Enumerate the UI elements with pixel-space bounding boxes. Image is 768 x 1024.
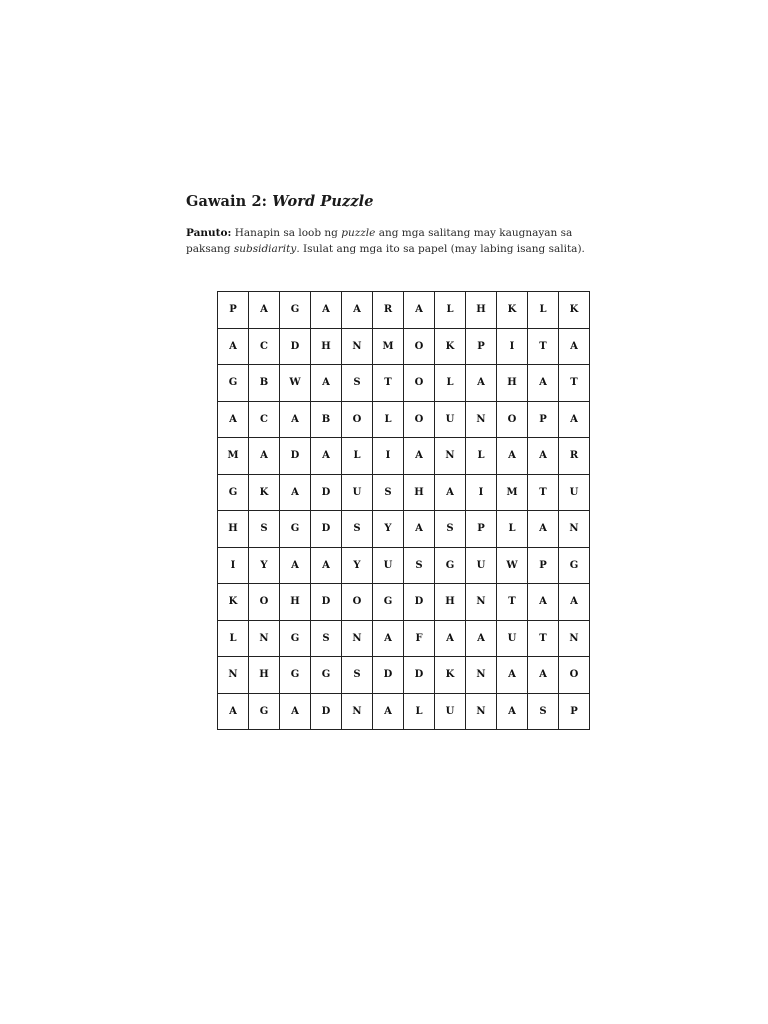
puzzle-cell: H	[249, 657, 280, 694]
puzzle-row	[218, 474, 590, 511]
puzzle-cell: U	[373, 547, 404, 584]
puzzle-cell: P	[528, 547, 559, 584]
puzzle-cell: A	[373, 620, 404, 657]
puzzle-cell: N	[466, 657, 497, 694]
puzzle-cell: A	[404, 511, 435, 548]
puzzle-cell: P	[466, 511, 497, 548]
puzzle-cell: S	[528, 693, 559, 730]
puzzle-cell: Y	[249, 547, 280, 584]
puzzle-cell: H	[497, 365, 528, 402]
puzzle-cell: U	[466, 547, 497, 584]
puzzle-cell: O	[404, 328, 435, 365]
puzzle-cell: G	[249, 693, 280, 730]
puzzle-cell: U	[435, 401, 466, 438]
puzzle-cell: A	[528, 438, 559, 475]
puzzle-cell: A	[311, 438, 342, 475]
puzzle-cell: R	[559, 438, 590, 475]
puzzle-cell: I	[466, 474, 497, 511]
puzzle-cell: H	[311, 328, 342, 365]
puzzle-cell: A	[249, 438, 280, 475]
puzzle-cell: P	[528, 401, 559, 438]
puzzle-cell: L	[435, 365, 466, 402]
puzzle-cell: P	[466, 328, 497, 365]
puzzle-cell: O	[342, 401, 373, 438]
puzzle-cell: H	[218, 511, 249, 548]
puzzle-row	[218, 438, 590, 475]
puzzle-cell: C	[249, 401, 280, 438]
puzzle-cell: N	[249, 620, 280, 657]
puzzle-cell: N	[559, 620, 590, 657]
puzzle-cell: N	[342, 693, 373, 730]
puzzle-cell: F	[404, 620, 435, 657]
puzzle-row	[218, 584, 590, 621]
puzzle-cell: Y	[342, 547, 373, 584]
puzzle-cell: S	[435, 511, 466, 548]
puzzle-cell: D	[311, 584, 342, 621]
puzzle-cell: L	[342, 438, 373, 475]
puzzle-cell: A	[528, 365, 559, 402]
puzzle-cell: A	[280, 547, 311, 584]
puzzle-cell: O	[559, 657, 590, 694]
puzzle-cell: S	[249, 511, 280, 548]
puzzle-cell: H	[435, 584, 466, 621]
puzzle-cell: D	[311, 474, 342, 511]
puzzle-cell: A	[559, 401, 590, 438]
puzzle-cell: L	[373, 401, 404, 438]
puzzle-cell: G	[559, 547, 590, 584]
puzzle-cell: W	[280, 365, 311, 402]
puzzle-cell: T	[528, 474, 559, 511]
puzzle-cell: D	[280, 328, 311, 365]
puzzle-cell: L	[435, 292, 466, 329]
activity-number: Gawain 2:	[186, 193, 273, 210]
puzzle-cell: L	[497, 511, 528, 548]
puzzle-cell: O	[404, 365, 435, 402]
puzzle-cell: A	[497, 657, 528, 694]
puzzle-cell: A	[435, 620, 466, 657]
puzzle-cell: D	[311, 511, 342, 548]
puzzle-row	[218, 511, 590, 548]
puzzle-cell: G	[435, 547, 466, 584]
puzzle-cell: H	[404, 474, 435, 511]
puzzle-cell: G	[218, 474, 249, 511]
puzzle-cell: R	[373, 292, 404, 329]
instructions-text-3: . Isulat ang mga ito sa papel (may labing isang salita).	[296, 243, 585, 255]
puzzle-cell: S	[311, 620, 342, 657]
puzzle-cell: S	[373, 474, 404, 511]
puzzle-cell: U	[559, 474, 590, 511]
puzzle-cell: M	[497, 474, 528, 511]
puzzle-cell: A	[497, 693, 528, 730]
puzzle-cell: P	[218, 292, 249, 329]
puzzle-cell: A	[373, 693, 404, 730]
puzzle-cell: H	[466, 292, 497, 329]
puzzle-cell: A	[280, 474, 311, 511]
puzzle-cell: G	[280, 620, 311, 657]
puzzle-cell: T	[559, 365, 590, 402]
puzzle-cell: A	[280, 401, 311, 438]
puzzle-row	[218, 328, 590, 365]
puzzle-cell: C	[249, 328, 280, 365]
puzzle-cell: L	[466, 438, 497, 475]
puzzle-row	[218, 620, 590, 657]
puzzle-row	[218, 292, 590, 329]
puzzle-cell: G	[280, 292, 311, 329]
puzzle-cell: K	[218, 584, 249, 621]
puzzle-cell: N	[466, 584, 497, 621]
puzzle-cell: S	[342, 657, 373, 694]
puzzle-cell: A	[311, 547, 342, 584]
puzzle-cell: K	[249, 474, 280, 511]
puzzle-cell: T	[528, 328, 559, 365]
puzzle-cell: T	[528, 620, 559, 657]
instructions	[186, 225, 616, 257]
puzzle-cell: I	[373, 438, 404, 475]
puzzle-cell: N	[218, 657, 249, 694]
puzzle-cell: D	[373, 657, 404, 694]
puzzle-cell: G	[280, 657, 311, 694]
puzzle-cell: O	[249, 584, 280, 621]
puzzle-cell: N	[466, 401, 497, 438]
puzzle-cell: I	[218, 547, 249, 584]
puzzle-cell: K	[497, 292, 528, 329]
activity-title	[186, 193, 374, 210]
puzzle-cell: T	[373, 365, 404, 402]
puzzle-cell: N	[559, 511, 590, 548]
puzzle-cell: A	[497, 438, 528, 475]
puzzle-cell: B	[311, 401, 342, 438]
puzzle-cell: S	[342, 511, 373, 548]
puzzle-cell: A	[311, 365, 342, 402]
puzzle-cell: H	[280, 584, 311, 621]
puzzle-cell: L	[218, 620, 249, 657]
puzzle-row	[218, 365, 590, 402]
puzzle-cell: U	[342, 474, 373, 511]
puzzle-cell: M	[373, 328, 404, 365]
puzzle-cell: A	[218, 401, 249, 438]
puzzle-cell: A	[528, 511, 559, 548]
puzzle-cell: A	[435, 474, 466, 511]
puzzle-cell: W	[497, 547, 528, 584]
instructions-text-2: ang mga salitang may kaugnayan sa paksang	[186, 227, 573, 255]
puzzle-cell: G	[373, 584, 404, 621]
puzzle-cell: O	[497, 401, 528, 438]
puzzle-cell: U	[497, 620, 528, 657]
puzzle-cell: K	[435, 328, 466, 365]
word-puzzle-grid	[217, 291, 590, 730]
puzzle-cell: G	[218, 365, 249, 402]
puzzle-cell: S	[404, 547, 435, 584]
puzzle-cell: D	[404, 584, 435, 621]
puzzle-cell: N	[342, 328, 373, 365]
puzzle-cell: A	[342, 292, 373, 329]
puzzle-cell: A	[559, 584, 590, 621]
puzzle-cell: G	[311, 657, 342, 694]
puzzle-row	[218, 401, 590, 438]
puzzle-row	[218, 693, 590, 730]
instructions-term-subsidiarity: subsidiarity	[233, 243, 297, 255]
puzzle-cell: D	[404, 657, 435, 694]
puzzle-cell: K	[435, 657, 466, 694]
instructions-label: Panuto:	[186, 227, 232, 239]
puzzle-cell: I	[497, 328, 528, 365]
puzzle-cell: D	[311, 693, 342, 730]
puzzle-cell: T	[497, 584, 528, 621]
instructions-text-1: Hanapin sa loob ng	[231, 227, 342, 239]
puzzle-cell: A	[528, 584, 559, 621]
puzzle-cell: G	[280, 511, 311, 548]
puzzle-cell: A	[404, 292, 435, 329]
puzzle-cell: A	[218, 328, 249, 365]
puzzle-cell: A	[559, 328, 590, 365]
puzzle-cell: B	[249, 365, 280, 402]
puzzle-cell: K	[559, 292, 590, 329]
puzzle-cell: O	[342, 584, 373, 621]
puzzle-cell: Y	[373, 511, 404, 548]
puzzle-cell: A	[466, 365, 497, 402]
puzzle-cell: A	[311, 292, 342, 329]
puzzle-cell: D	[280, 438, 311, 475]
puzzle-cell: L	[528, 292, 559, 329]
puzzle-row	[218, 547, 590, 584]
instructions-term-puzzle: puzzle	[341, 227, 376, 239]
puzzle-cell: L	[404, 693, 435, 730]
puzzle-cell: O	[404, 401, 435, 438]
puzzle-cell: U	[435, 693, 466, 730]
puzzle-cell: P	[559, 693, 590, 730]
puzzle-cell: N	[342, 620, 373, 657]
puzzle-cell: N	[435, 438, 466, 475]
puzzle-cell: A	[404, 438, 435, 475]
puzzle-cell: N	[466, 693, 497, 730]
puzzle-cell: A	[218, 693, 249, 730]
puzzle-cell: A	[528, 657, 559, 694]
puzzle-row	[218, 657, 590, 694]
puzzle-cell: M	[218, 438, 249, 475]
puzzle-cell: A	[280, 693, 311, 730]
activity-name: Word Puzzle	[272, 193, 374, 210]
puzzle-cell: A	[466, 620, 497, 657]
puzzle-cell: A	[249, 292, 280, 329]
puzzle-cell: S	[342, 365, 373, 402]
